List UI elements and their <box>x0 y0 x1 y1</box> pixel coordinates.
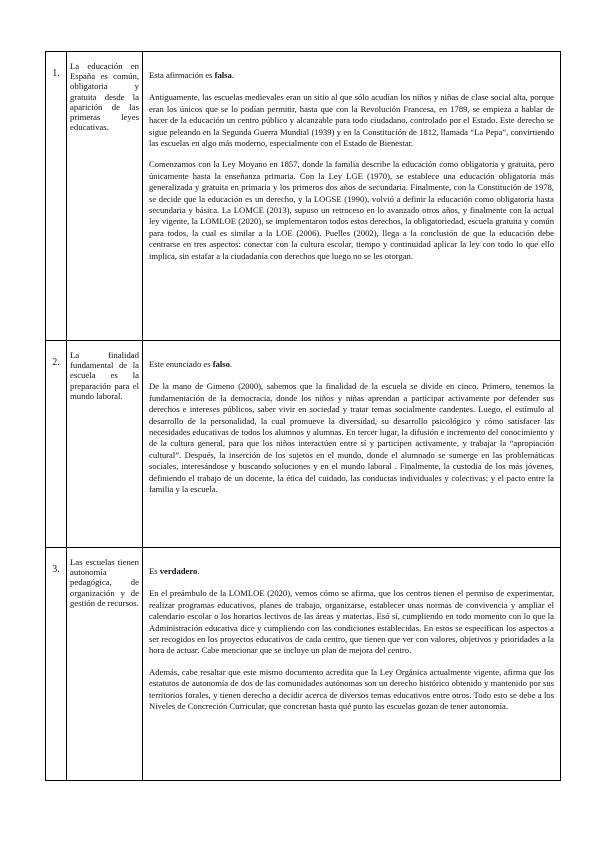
verdict-word: falso <box>212 359 230 369</box>
answer-paragraph: Antiguamente, las escuelas medievales eran un sitio al que sólo acudían los niños y niñas de clase social alta, porque eran los únicos que se lo podían permitir, hasta que con la Revolución Francesa, en 1789, se empieza a hablar de hacer de la educación un centro público y alcanzable para todo ciudadano, controlado por el Estado. Este derecho se sigue peleando en la Segunda Guerra Mundial (1939) y en la Constitución de 1812, llamada “La Pepa”, convirtiendo las escuelas en algo más moderno, especialmente con el Estado de Bienestar. <box>149 92 554 149</box>
table-row <box>46 341 561 548</box>
statements-table <box>45 51 561 781</box>
answer-cell <box>143 52 561 341</box>
table-row <box>46 52 561 341</box>
table-row <box>46 548 561 781</box>
verdict-line: Este enunciado es falso. <box>149 359 233 369</box>
answer-paragraph: Además, cabe resaltar que este mismo documento acredita que la Ley Orgánica actualmente vigente, afirma que los estatutos de autonomía de dos de las comunidades autónomas son un derecho histórico obtenido y mantenido por sus territorios forales, y tienen derecho a decidir acerca de diversos temas educativos entre otros. Todo esto se debe a los Niveles de Concreción Curricular, que concretan hasta qué punto las escuelas gozan de tener autonomía. <box>149 666 554 712</box>
statement-cell: La educación en España es común, obligatoria y gratuita desde la aparición de las primeras leyes educativas. <box>67 52 143 341</box>
row-number: 1. <box>46 52 67 341</box>
verdict-line: Es verdadero. <box>149 566 200 576</box>
answer-paragraph: En el preámbulo de la LOMLOE (2020), vemos cómo se afirma, que los centros tienen el permiso de experimentar, realizar programas educativos, planes de trabajo, organizarse, establecer unas normas de convivencia y ampliar el calendario escolar o los horarios lectivos de las áreas y materias. Esó sí, cumpliendo en todo momento con lo que la Administración educativa dice y cumpliendo con las condiciones establecidas. En estos se especifican los aspectos a ser recogidos en los proyectos educativos de cada centro, que tienen que ver con valores, objetivos y prioridades a la hora de actuar. Cabe mencionar que se incluye un plan de mejora del centro. <box>149 588 554 656</box>
answer-paragraph: Comenzamos con la Ley Moyano en 1857, donde la familia describe la educación como obligatoria y gratuita, pero únicamente hasta la enseñanza primaria. Con la Ley LGE (1970), se establece una educación obligatoria más generalizada y gratuita en primaria y los primeros dos años de secundaria. Finalmente, con la Constitución de 1978, se decide que la educación es un derecho, y la LOGSE (1990), volvió a definir la educación como obligatoria hasta secundaria y básica. La LOMCE (2013), supuso un retroceso en lo avanzado otros años, y finalmente con la actual ley vigente, la LOMLOE (2020), se implementaron todos estos derechos, la obligatoriedad, escuela gratuita y común para todos, la cual es similar a la LOE (2006). Puelles (2002), llega a la conclusión de que la educación debe centrarse en tres aspectos: conectar con la cultura escolar, tiempo y continuidad aplicar la ley con todo lo que ello implica, sin estafar a la ciudadanía con derechos que luego no se les otorgan. <box>149 159 554 261</box>
verdict-word: verdadero <box>159 566 198 576</box>
row-number: 2. <box>46 341 67 548</box>
verdict-line: Esta afirmación es falsa. <box>149 70 234 80</box>
statement-cell: Las escuelas tienen autonomía pedagógica, de organización y de gestión de recursos. <box>67 548 143 781</box>
answer-cell <box>143 341 561 548</box>
answer-paragraph: De la mano de Gimeno (2000), sabemos que la finalidad de la escuela se divide en cinco. Primero, tenemos la fundamentación de la democracia, donde los niños y niñas aprendan a participar activamente por defender sus derechos e intereses públicos, saber vivir en sociedad y tratar temas socialmente candentes. Luego, el estímulo al desarrollo de la personalidad, la cual promueve la diversidad, su desarrollo psicológico y cómo satisfacer las necesidades educativas de todos los alumnos y alumnas. En tercer lugar, la difusión e incremento del conocimiento y de la cultura general, para que los niños interactúen entre sí y participen activamente, y trabajar la “apropiación cultural”. Después, la inserción de los sujetos en el mundo, donde el alumnado se sumerge en las problemáticas sociales, interesándose y buscando soluciones y en el mundo laboral . Finalmente, la custodia de los más jóvenes, definiendo el trabajo de un docente, la ética del cuidado, las conductas individuales y colectivas; y el pacto entre la familia y la escuela. <box>149 381 554 495</box>
statement-cell: La finalidad fundamental de la escuela es la preparación para el mundo laboral. <box>67 341 143 548</box>
verdict-word: falsa <box>214 70 232 80</box>
row-number: 3. <box>46 548 67 781</box>
answer-cell <box>143 548 561 781</box>
